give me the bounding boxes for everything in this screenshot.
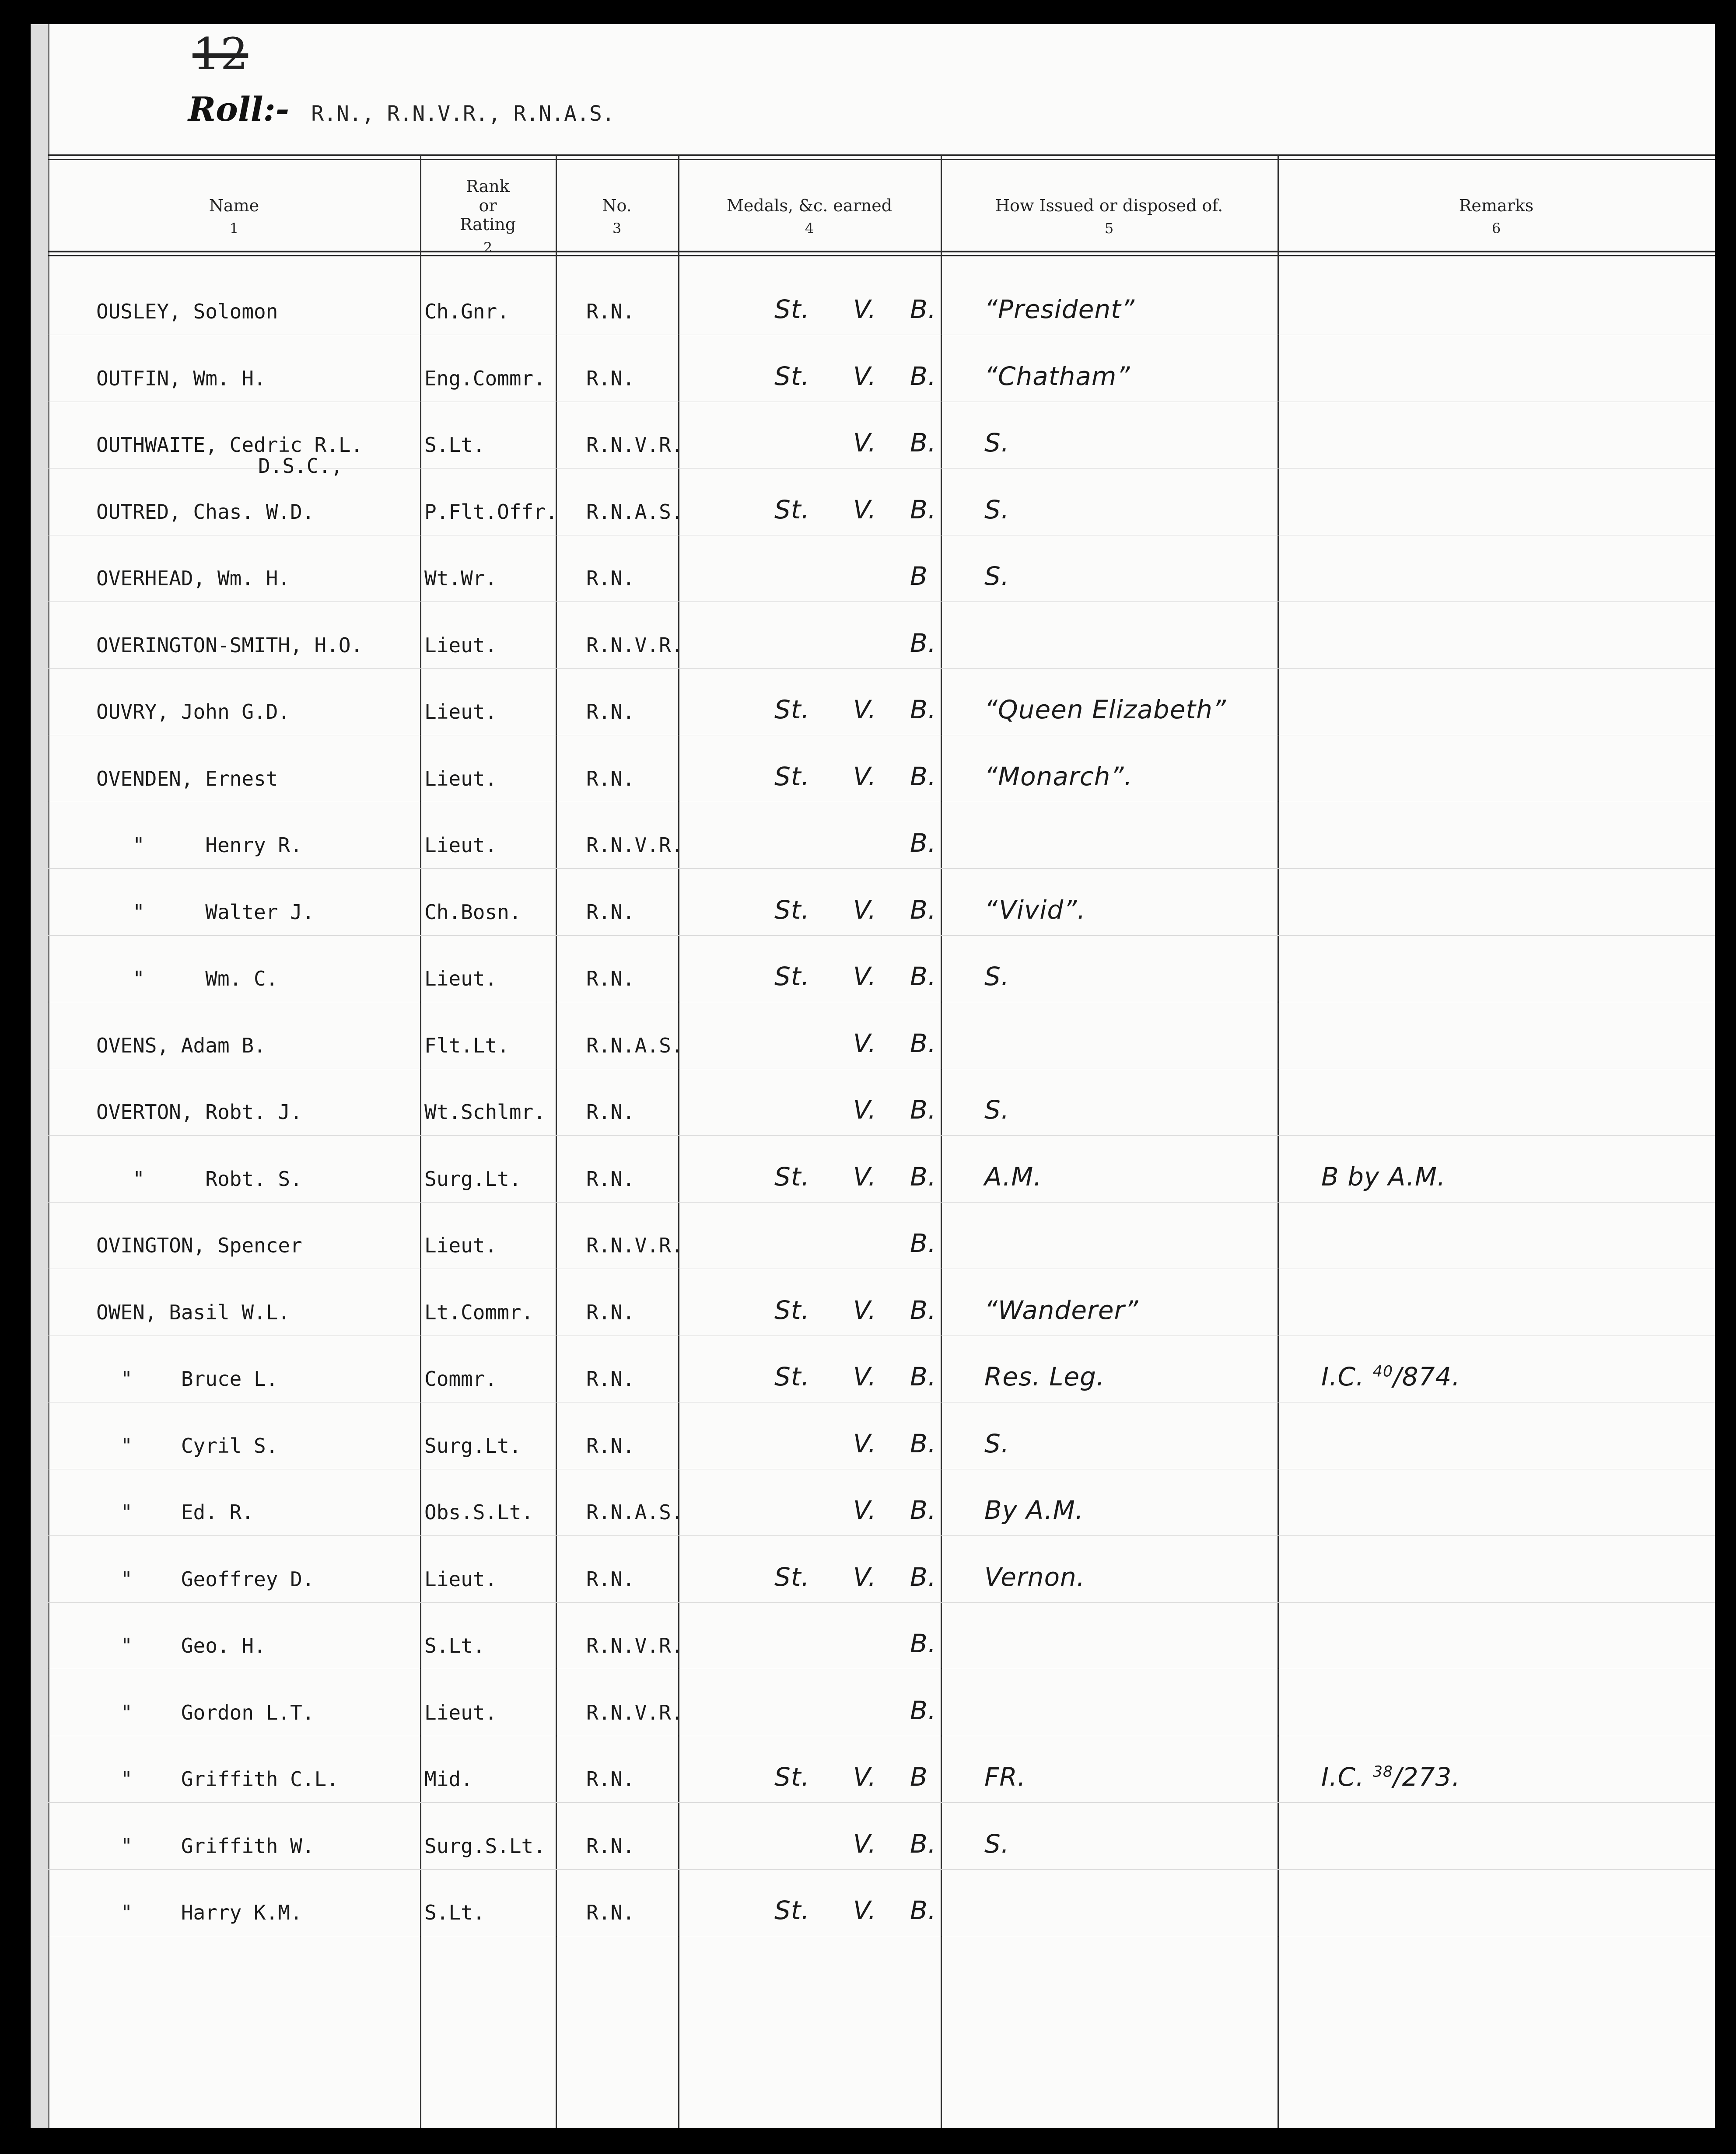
table-row	[31, 962, 1715, 1032]
column-title: Medals, &c. earned	[726, 196, 892, 215]
medal-star-cell: St.	[774, 361, 810, 391]
column-header	[420, 164, 556, 269]
number-cell: R.N.A.S.	[586, 1033, 683, 1057]
table-row	[31, 361, 1715, 432]
name-cell: " Harry K.M.	[96, 1901, 302, 1924]
medal-british-cell: B.	[910, 1161, 937, 1192]
name-cell: " Geo. H.	[96, 1634, 266, 1657]
rank-cell: Surg.Lt.	[424, 1434, 522, 1458]
issued-cell: S.	[984, 494, 1010, 525]
name-cell: OVENDEN, Ernest	[96, 766, 278, 790]
table-row	[31, 895, 1715, 966]
column-number: 1	[229, 220, 239, 237]
table-row	[31, 761, 1715, 832]
medal-victory-cell: V.	[853, 361, 877, 391]
issued-cell: S.	[984, 561, 1010, 591]
medal-victory-cell: V.	[853, 1161, 877, 1192]
column-title: Name	[209, 196, 259, 215]
rank-cell: Obs.S.Lt.	[424, 1500, 534, 1524]
medal-star-cell: St.	[774, 1562, 810, 1592]
header-top-rule-2	[48, 159, 1715, 160]
number-cell: R.N.V.R.	[586, 833, 683, 857]
medal-british-cell: B.	[910, 494, 937, 525]
name-cell: OUVRY, John G.D.	[96, 700, 290, 724]
column-number: 3	[612, 220, 622, 237]
name-cell: OVERINGTON-SMITH, H.O.	[96, 633, 363, 657]
issued-cell: “Vivid”.	[984, 895, 1086, 925]
column-header	[48, 164, 420, 269]
medal-british-cell: B.	[910, 1428, 937, 1458]
rank-cell: Surg.S.Lt.	[424, 1834, 546, 1858]
medal-star-cell: St.	[774, 761, 810, 791]
rank-cell: Lieut.	[424, 1567, 497, 1591]
rank-cell: Ch.Gnr.	[424, 300, 509, 323]
name-cell: " Robt. S.	[96, 1167, 302, 1191]
table-row	[31, 1495, 1715, 1566]
table-row	[31, 1762, 1715, 1833]
header-top-rule	[48, 154, 1715, 156]
column-header	[678, 164, 941, 269]
medal-british-cell: B.	[910, 695, 937, 724]
name-cell: OUSLEY, Solomon	[96, 300, 278, 323]
remarks-cell: I.C. $^{40}$/874.	[1321, 1362, 1460, 1392]
medal-british-cell: B.	[910, 1295, 937, 1325]
issued-cell: “Chatham”	[984, 361, 1130, 391]
rank-cell: Lt.Commr.	[424, 1300, 534, 1324]
medal-victory-cell: V.	[853, 1028, 877, 1058]
medal-star-cell: St.	[774, 1895, 810, 1925]
number-cell: R.N.A.S.	[586, 1500, 683, 1524]
medal-star-cell: St.	[774, 695, 810, 724]
remarks-cell: I.C. $^{38}$/273.	[1321, 1762, 1460, 1792]
column-number: 2	[483, 239, 493, 256]
issued-cell: “President”	[984, 294, 1135, 324]
table-row	[31, 1095, 1715, 1166]
issued-cell: S.	[984, 1829, 1010, 1859]
rank-cell: Eng.Commr.	[424, 366, 546, 390]
register-page	[31, 24, 1715, 2128]
name-cell: " Geoffrey D.	[96, 1567, 315, 1591]
medal-british-cell: B.	[910, 294, 937, 324]
issued-cell: A.M.	[984, 1161, 1042, 1192]
medal-british-cell: B.	[910, 1562, 937, 1592]
medal-victory-cell: V.	[853, 294, 877, 324]
name-cell: OVERTON, Robt. J.	[96, 1100, 302, 1124]
medal-british-cell: B.	[910, 1695, 937, 1725]
medal-british-cell: B.	[910, 962, 937, 991]
number-cell: R.N.	[586, 1300, 635, 1324]
medal-victory-cell: V.	[853, 962, 877, 991]
table-row	[31, 428, 1715, 499]
number-cell: R.N.	[586, 766, 635, 790]
number-cell: R.N.	[586, 1567, 635, 1591]
medal-victory-cell: V.	[853, 1095, 877, 1125]
rank-cell: Lieut.	[424, 967, 497, 990]
column-number: 5	[1104, 220, 1114, 237]
issued-cell: S.	[984, 1095, 1010, 1125]
medal-victory-cell: V.	[853, 1895, 877, 1925]
issued-cell: FR.	[984, 1762, 1026, 1792]
name-cell-honours: D.S.C.,	[258, 454, 343, 478]
number-cell: R.N.A.S.	[586, 500, 683, 524]
rank-cell: Commr.	[424, 1367, 497, 1391]
rank-cell: Lieut.	[424, 1234, 497, 1257]
medal-british-cell: B.	[910, 828, 937, 858]
column-number: 4	[805, 220, 814, 237]
rank-cell: Lieut.	[424, 833, 497, 857]
table-row	[31, 1428, 1715, 1500]
rank-cell: Lieut.	[424, 1700, 497, 1724]
medal-victory-cell: V.	[853, 1362, 877, 1392]
rank-cell: Lieut.	[424, 766, 497, 790]
name-cell: " Cyril S.	[96, 1434, 278, 1458]
medal-victory-cell: V.	[853, 428, 877, 458]
table-row	[31, 1895, 1715, 1966]
medal-victory-cell: V.	[853, 695, 877, 724]
number-cell: R.N.V.R.	[586, 1700, 683, 1724]
medal-star-cell: St.	[774, 494, 810, 525]
medal-star-cell: St.	[774, 1295, 810, 1325]
name-cell: " Henry R.	[96, 833, 302, 857]
medal-star-cell: St.	[774, 294, 810, 324]
number-cell: R.N.V.R.	[586, 633, 683, 657]
table-row	[31, 828, 1715, 899]
medal-british-cell: B.	[910, 361, 937, 391]
medal-british-cell: B.	[910, 1228, 937, 1258]
issued-cell: S.	[984, 962, 1010, 991]
name-cell: OVINGTON, Spencer	[96, 1234, 302, 1257]
rank-cell: Lieut.	[424, 700, 497, 724]
rank-cell: Wt.Schlmr.	[424, 1100, 546, 1124]
number-cell: R.N.	[586, 1834, 635, 1858]
column-number: 6	[1491, 220, 1501, 237]
medal-british-cell: B.	[910, 1495, 937, 1525]
number-cell: R.N.	[586, 1434, 635, 1458]
name-cell: " Griffith W.	[96, 1834, 315, 1858]
medal-star-cell: St.	[774, 962, 810, 991]
name-cell: " Bruce L.	[96, 1367, 278, 1391]
medal-british-cell: B.	[910, 1829, 937, 1859]
number-cell: R.N.	[586, 1100, 635, 1124]
name-cell: OUTFIN, Wm. H.	[96, 366, 266, 390]
issued-cell: Vernon.	[984, 1562, 1085, 1592]
rank-cell: S.Lt.	[424, 433, 485, 457]
rank-cell: Wt.Wr.	[424, 566, 497, 590]
medal-british-cell: B.	[910, 895, 937, 925]
medal-british-cell: B.	[910, 1095, 937, 1125]
issued-cell: Res. Leg.	[984, 1362, 1105, 1392]
medal-british-cell: B.	[910, 1629, 937, 1658]
page-number: 12	[192, 28, 248, 80]
number-cell: R.N.V.R.	[586, 1234, 683, 1257]
table-row	[31, 1028, 1715, 1099]
column-title: How Issued or disposed of.	[995, 196, 1223, 215]
number-cell: R.N.	[586, 700, 635, 724]
name-cell: OVERHEAD, Wm. H.	[96, 566, 290, 590]
table-row	[31, 1362, 1715, 1433]
medal-victory-cell: V.	[853, 1762, 877, 1792]
table-row	[31, 1228, 1715, 1299]
roll-label: Roll:-	[188, 90, 290, 129]
table-row	[31, 1829, 1715, 1900]
rank-cell: Flt.Lt.	[424, 1033, 509, 1057]
medal-star-cell: St.	[774, 1362, 810, 1392]
name-cell: OWEN, Basil W.L.	[96, 1300, 290, 1324]
issued-cell: S.	[984, 1428, 1010, 1458]
rank-cell: Ch.Bosn.	[424, 900, 522, 924]
number-cell: R.N.V.R.	[586, 433, 683, 457]
table-row	[31, 1295, 1715, 1366]
column-header	[556, 164, 678, 269]
rank-cell: Surg.Lt.	[424, 1167, 522, 1191]
medal-victory-cell: V.	[853, 1562, 877, 1592]
medal-british-cell: B.	[910, 628, 937, 658]
issued-cell: S.	[984, 428, 1010, 458]
roll-heading	[188, 90, 615, 129]
medal-british-cell: B.	[910, 1362, 937, 1392]
medal-british-cell: B.	[910, 761, 937, 791]
name-cell: " Ed. R.	[96, 1500, 254, 1524]
number-cell: R.N.	[586, 1367, 635, 1391]
medal-victory-cell: V.	[853, 895, 877, 925]
table-row	[31, 695, 1715, 766]
remarks-cell: B by A.M.	[1321, 1161, 1446, 1192]
medal-victory-cell: V.	[853, 494, 877, 525]
number-cell: R.N.	[586, 1767, 635, 1791]
name-cell: OUTHWAITE, Cedric R.L.	[96, 433, 363, 457]
medal-victory-cell: V.	[853, 1428, 877, 1458]
issued-cell: “Wanderer”	[984, 1295, 1139, 1325]
table-row	[31, 1161, 1715, 1233]
medal-star-cell: St.	[774, 1762, 810, 1792]
column-header	[941, 164, 1278, 269]
name-cell: " Walter J.	[96, 900, 315, 924]
issued-cell: “Monarch”.	[984, 761, 1133, 791]
number-cell: R.N.	[586, 1901, 635, 1924]
rank-cell: S.Lt.	[424, 1634, 485, 1657]
medal-british-cell: B.	[910, 428, 937, 458]
number-cell: R.N.	[586, 300, 635, 323]
column-title: Remarks	[1459, 196, 1534, 215]
medal-british-cell: B.	[910, 1028, 937, 1058]
medal-british-cell: B.	[910, 1895, 937, 1925]
rank-cell: Mid.	[424, 1767, 473, 1791]
medal-star-cell: St.	[774, 895, 810, 925]
table-row	[31, 1695, 1715, 1766]
medal-victory-cell: V.	[853, 1829, 877, 1859]
medal-victory-cell: V.	[853, 1495, 877, 1525]
table-row	[31, 494, 1715, 566]
medal-victory-cell: V.	[853, 1295, 877, 1325]
name-cell: OUTRED, Chas. W.D.	[96, 500, 315, 524]
number-cell: R.N.	[586, 566, 635, 590]
column-title: Rank or Rating	[459, 177, 516, 234]
name-cell: " Gordon L.T.	[96, 1700, 315, 1724]
table-row	[31, 1629, 1715, 1699]
medal-victory-cell: V.	[853, 761, 877, 791]
number-cell: R.N.	[586, 366, 635, 390]
table-row	[31, 294, 1715, 365]
rank-cell: P.Flt.Offr.	[424, 500, 558, 524]
number-cell: R.N.	[586, 1167, 635, 1191]
roll-value: R.N., R.N.V.R., R.N.A.S.	[311, 101, 615, 126]
name-cell: OVENS, Adam B.	[96, 1033, 266, 1057]
issued-cell: “Queen Elizabeth”	[984, 695, 1226, 724]
number-cell: R.N.	[586, 967, 635, 990]
rank-cell: S.Lt.	[424, 1901, 485, 1924]
medal-british-cell: B	[910, 561, 928, 591]
name-cell: " Griffith C.L.	[96, 1767, 339, 1791]
table-row	[31, 1562, 1715, 1633]
table-row	[31, 561, 1715, 632]
medal-british-cell: B	[910, 1762, 928, 1792]
column-header	[1278, 164, 1715, 269]
medal-star-cell: St.	[774, 1161, 810, 1192]
name-cell: " Wm. C.	[96, 967, 278, 990]
column-title: No.	[602, 196, 632, 215]
rank-cell: Lieut.	[424, 633, 497, 657]
number-cell: R.N.	[586, 900, 635, 924]
table-row	[31, 628, 1715, 699]
number-cell: R.N.V.R.	[586, 1634, 683, 1657]
issued-cell: By A.M.	[984, 1495, 1084, 1525]
